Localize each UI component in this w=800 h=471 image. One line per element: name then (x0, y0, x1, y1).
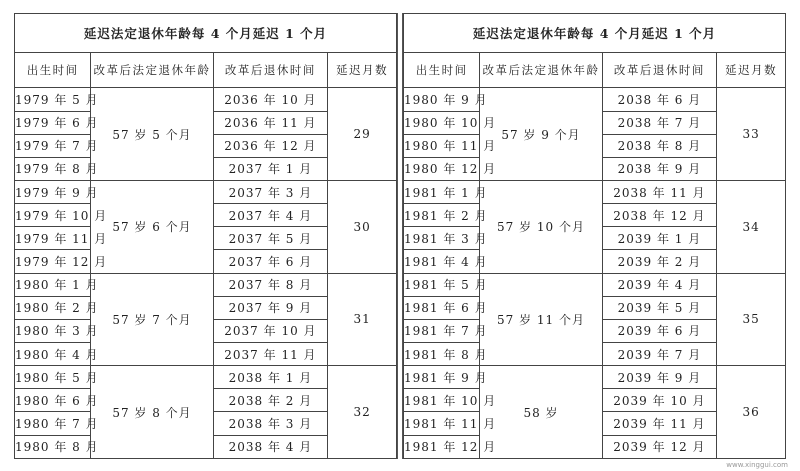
retirement-date-cell: 2039 年 10 月 (602, 389, 717, 412)
retirement-age-cell: 58 岁 (480, 366, 602, 459)
birth-date-cell: 1979 年 6 月 (15, 111, 91, 134)
table-row (404, 88, 786, 111)
table-title: 延迟法定退休年龄每 4 个月延迟 1 个月 (404, 14, 786, 53)
birth-date-cell: 1979 年 10 月 (15, 204, 91, 227)
retirement-age-cell: 57 岁 10 个月 (480, 181, 602, 274)
table-row (404, 273, 786, 296)
birth-date-cell: 1981 年 4 月 (404, 250, 480, 273)
birth-date-cell: 1980 年 3 月 (15, 319, 91, 342)
birth-date-cell: 1980 年 2 月 (15, 296, 91, 319)
header-delay-months: 延迟月数 (717, 53, 786, 88)
left-panel (14, 13, 397, 459)
retirement-date-cell: 2038 年 9 月 (602, 157, 717, 180)
delay-months-cell: 36 (717, 366, 786, 459)
retirement-age-cell: 57 岁 6 个月 (91, 181, 213, 274)
header-retirement-age: 改革后法定退休年龄 (91, 53, 213, 88)
header-retirement-date: 改革后退休时间 (602, 53, 717, 88)
right-panel (403, 13, 786, 459)
retirement-table-document (14, 13, 786, 459)
retirement-date-cell: 2037 年 11 月 (213, 343, 328, 366)
retirement-age-cell: 57 岁 5 个月 (91, 88, 213, 181)
birth-date-cell: 1981 年 8 月 (404, 343, 480, 366)
birth-date-cell: 1979 年 8 月 (15, 157, 91, 180)
delay-months-cell: 30 (328, 181, 397, 274)
retirement-table-left (14, 13, 397, 459)
retirement-date-cell: 2039 年 5 月 (602, 296, 717, 319)
birth-date-cell: 1981 年 6 月 (404, 296, 480, 319)
retirement-date-cell: 2038 年 2 月 (213, 389, 328, 412)
retirement-date-cell: 2039 年 7 月 (602, 343, 717, 366)
retirement-date-cell: 2037 年 5 月 (213, 227, 328, 250)
retirement-date-cell: 2038 年 8 月 (602, 134, 717, 157)
delay-months-cell: 33 (717, 88, 786, 181)
retirement-date-cell: 2038 年 1 月 (213, 366, 328, 389)
retirement-date-cell: 2036 年 12 月 (213, 134, 328, 157)
birth-date-cell: 1980 年 5 月 (15, 366, 91, 389)
retirement-age-cell: 57 岁 8 个月 (91, 366, 213, 459)
birth-date-cell: 1981 年 1 月 (404, 181, 480, 204)
retirement-table-right (403, 13, 786, 459)
delay-months-cell: 31 (328, 273, 397, 366)
retirement-date-cell: 2039 年 6 月 (602, 319, 717, 342)
birth-date-cell: 1981 年 3 月 (404, 227, 480, 250)
header-retirement-age: 改革后法定退休年龄 (480, 53, 602, 88)
header-delay-months: 延迟月数 (328, 53, 397, 88)
table-row (15, 181, 397, 204)
birth-date-cell: 1980 年 9 月 (404, 88, 480, 111)
retirement-date-cell: 2038 年 11 月 (602, 181, 717, 204)
birth-date-cell: 1979 年 7 月 (15, 134, 91, 157)
table-row (15, 88, 397, 111)
birth-date-cell: 1981 年 10 月 (404, 389, 480, 412)
birth-date-cell: 1980 年 12 月 (404, 157, 480, 180)
birth-date-cell: 1980 年 8 月 (15, 435, 91, 458)
delay-months-cell: 29 (328, 88, 397, 181)
birth-date-cell: 1981 年 11 月 (404, 412, 480, 435)
birth-date-cell: 1980 年 4 月 (15, 343, 91, 366)
retirement-date-cell: 2038 年 12 月 (602, 204, 717, 227)
delay-months-cell: 35 (717, 273, 786, 366)
table-row (15, 366, 397, 389)
header-retirement-date: 改革后退休时间 (213, 53, 328, 88)
header-birth-date: 出生时间 (15, 53, 91, 88)
birth-date-cell: 1981 年 12 月 (404, 435, 480, 458)
table-row (15, 273, 397, 296)
birth-date-cell: 1981 年 2 月 (404, 204, 480, 227)
table-row (404, 181, 786, 204)
birth-date-cell: 1979 年 9 月 (15, 181, 91, 204)
birth-date-cell: 1980 年 1 月 (15, 273, 91, 296)
retirement-age-cell: 57 岁 9 个月 (480, 88, 602, 181)
retirement-date-cell: 2037 年 4 月 (213, 204, 328, 227)
delay-months-cell: 32 (328, 366, 397, 459)
retirement-age-cell: 57 岁 7 个月 (91, 273, 213, 366)
delay-months-cell: 34 (717, 181, 786, 274)
retirement-date-cell: 2039 年 4 月 (602, 273, 717, 296)
retirement-date-cell: 2037 年 10 月 (213, 319, 328, 342)
watermark: www.xinggui.com (726, 461, 788, 469)
retirement-date-cell: 2039 年 1 月 (602, 227, 717, 250)
retirement-date-cell: 2037 年 9 月 (213, 296, 328, 319)
retirement-date-cell: 2036 年 11 月 (213, 111, 328, 134)
retirement-date-cell: 2037 年 6 月 (213, 250, 328, 273)
birth-date-cell: 1981 年 9 月 (404, 366, 480, 389)
retirement-date-cell: 2039 年 11 月 (602, 412, 717, 435)
retirement-date-cell: 2039 年 2 月 (602, 250, 717, 273)
birth-date-cell: 1980 年 10 月 (404, 111, 480, 134)
retirement-age-cell: 57 岁 11 个月 (480, 273, 602, 366)
table-row (404, 366, 786, 389)
retirement-date-cell: 2038 年 7 月 (602, 111, 717, 134)
birth-date-cell: 1979 年 11 月 (15, 227, 91, 250)
retirement-date-cell: 2038 年 6 月 (602, 88, 717, 111)
retirement-date-cell: 2038 年 3 月 (213, 412, 328, 435)
birth-date-cell: 1980 年 7 月 (15, 412, 91, 435)
retirement-date-cell: 2039 年 12 月 (602, 435, 717, 458)
birth-date-cell: 1979 年 12 月 (15, 250, 91, 273)
retirement-date-cell: 2037 年 8 月 (213, 273, 328, 296)
table-title: 延迟法定退休年龄每 4 个月延迟 1 个月 (15, 14, 397, 53)
retirement-date-cell: 2038 年 4 月 (213, 435, 328, 458)
retirement-date-cell: 2037 年 3 月 (213, 181, 328, 204)
retirement-date-cell: 2039 年 9 月 (602, 366, 717, 389)
birth-date-cell: 1980 年 6 月 (15, 389, 91, 412)
birth-date-cell: 1980 年 11 月 (404, 134, 480, 157)
birth-date-cell: 1979 年 5 月 (15, 88, 91, 111)
retirement-date-cell: 2037 年 1 月 (213, 157, 328, 180)
retirement-date-cell: 2036 年 10 月 (213, 88, 328, 111)
header-birth-date: 出生时间 (404, 53, 480, 88)
birth-date-cell: 1981 年 5 月 (404, 273, 480, 296)
birth-date-cell: 1981 年 7 月 (404, 319, 480, 342)
